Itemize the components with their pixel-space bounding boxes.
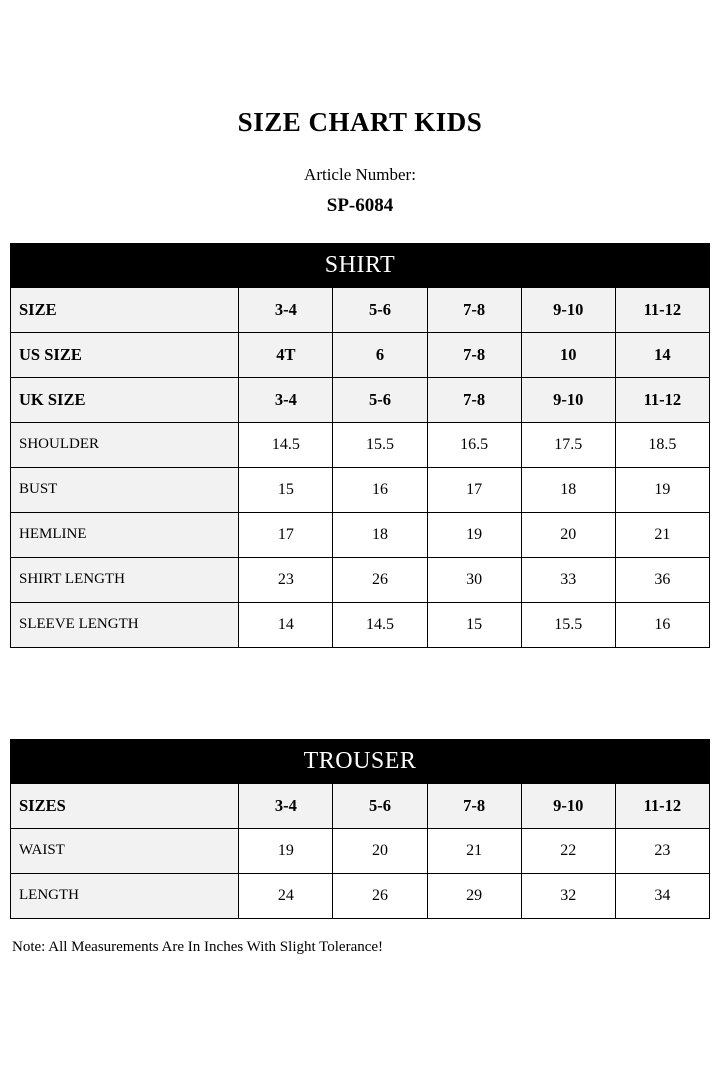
row-value: 9-10 [521,783,615,828]
trouser-size-table [10,739,710,919]
shirt-table-container [10,217,710,648]
row-value: 17 [427,467,521,512]
row-value: 21 [427,828,521,873]
row-value: 17.5 [521,422,615,467]
table-row [11,602,710,647]
row-value: 15.5 [333,422,427,467]
row-label: SHIRT LENGTH [11,557,239,602]
shirt-section-header: SHIRT [11,243,710,287]
row-value: 14.5 [333,602,427,647]
article-number-value: SP-6084 [326,194,394,216]
row-value: 3-4 [239,377,333,422]
row-label: WAIST [11,828,239,873]
row-value: 19 [615,467,709,512]
row-value: 29 [427,873,521,918]
row-value: 32 [521,873,615,918]
row-value: 21 [615,512,709,557]
table-row [11,512,710,557]
row-value: 24 [239,873,333,918]
table-row [11,828,710,873]
row-value: 7-8 [427,287,521,332]
row-label: LENGTH [11,873,239,918]
row-value: 14 [239,602,333,647]
row-value: 4T [239,332,333,377]
row-value: 15.5 [521,602,615,647]
row-value: 15 [239,467,333,512]
row-value: 34 [615,873,709,918]
row-value: 5-6 [333,287,427,332]
table-row [11,873,710,918]
row-value: 18.5 [615,422,709,467]
row-value: 14.5 [239,422,333,467]
row-value: 17 [239,512,333,557]
table-row [11,467,710,512]
row-value: 10 [521,332,615,377]
row-value: 19 [239,828,333,873]
row-value: 9-10 [521,287,615,332]
row-value: 19 [427,512,521,557]
row-label: HEMLINE [11,512,239,557]
row-value: 23 [615,828,709,873]
row-value: 20 [333,828,427,873]
row-value: 5-6 [333,377,427,422]
row-label: SLEEVE LENGTH [11,602,239,647]
row-value: 3-4 [239,287,333,332]
row-value: 7-8 [427,332,521,377]
row-value: 30 [427,557,521,602]
shirt-section-header-row [11,243,710,287]
row-value: 16.5 [427,422,521,467]
row-value: 15 [427,602,521,647]
shirt-size-table [10,243,710,648]
row-value: 14 [615,332,709,377]
row-value: 16 [615,602,709,647]
row-value: 11-12 [615,783,709,828]
row-value: 7-8 [427,783,521,828]
row-label: BUST [11,467,239,512]
row-value: 18 [333,512,427,557]
table-row [11,422,710,467]
measurement-note: Note: All Measurements Are In Inches With Slight Tolerance! [12,938,384,955]
row-value: 5-6 [333,783,427,828]
trouser-section-header-row [11,739,710,783]
row-value: 11-12 [615,377,709,422]
row-value: 26 [333,557,427,602]
row-label: SIZES [11,783,239,828]
row-value: 11-12 [615,287,709,332]
row-value: 7-8 [427,377,521,422]
row-value: 3-4 [239,783,333,828]
row-value: 36 [615,557,709,602]
row-label: SIZE [11,287,239,332]
article-number-label: Article Number: [304,164,416,184]
row-value: 26 [333,873,427,918]
row-value: 22 [521,828,615,873]
table-row [11,783,710,828]
row-label: UK SIZE [11,377,239,422]
row-value: 33 [521,557,615,602]
row-value: 16 [333,467,427,512]
row-value: 6 [333,332,427,377]
table-row [11,332,710,377]
table-row [11,287,710,332]
trouser-table-container [10,648,710,919]
row-value: 9-10 [521,377,615,422]
page-title: SIZE CHART KIDS [237,107,483,137]
table-row [11,377,710,422]
row-label: US SIZE [11,332,239,377]
row-value: 23 [239,557,333,602]
trouser-section-header: TROUSER [11,739,710,783]
table-row [11,557,710,602]
row-value: 18 [521,467,615,512]
row-value: 20 [521,512,615,557]
row-label: SHOULDER [11,422,239,467]
